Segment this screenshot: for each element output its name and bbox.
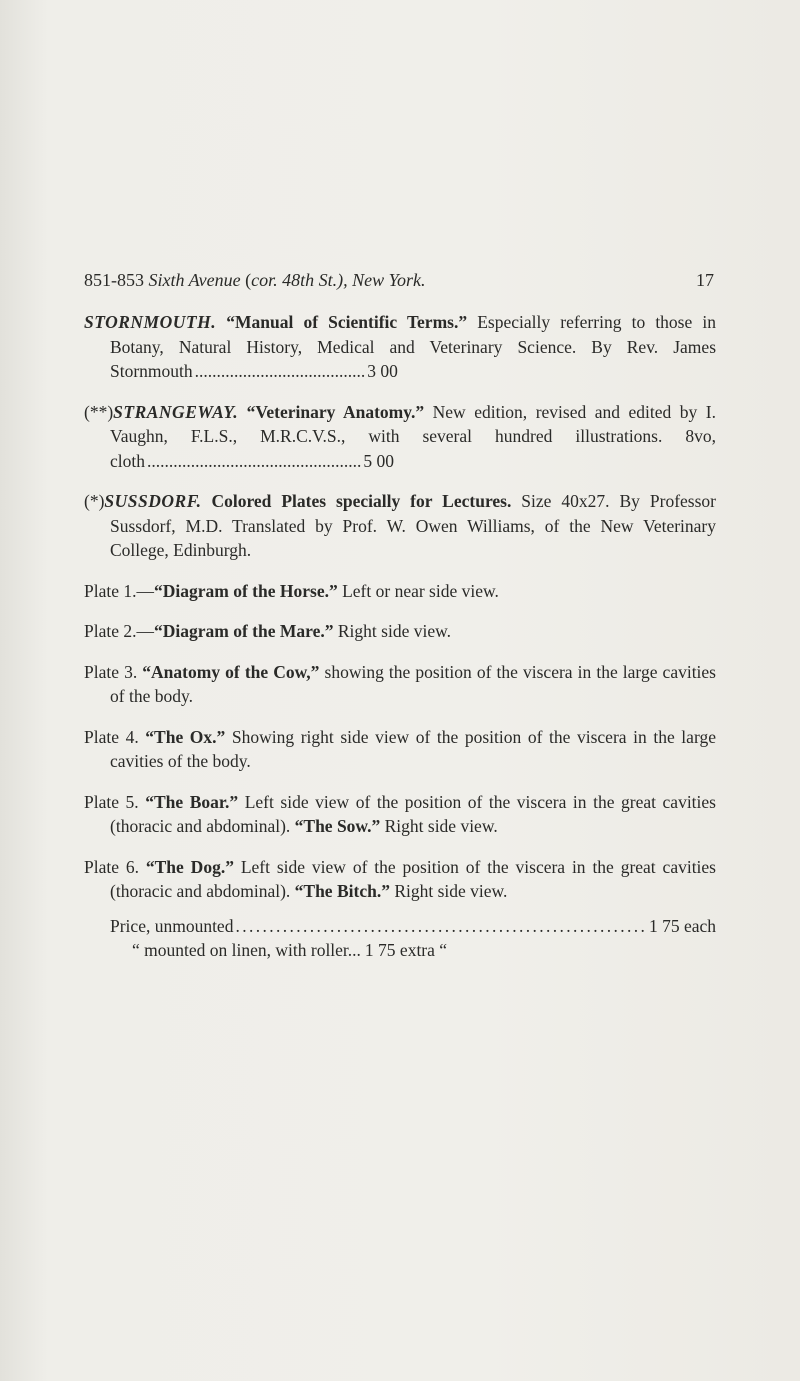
plate-item: [84, 579, 716, 604]
header-address: [84, 270, 426, 291]
plate-title-secondary: “The Bitch.”: [294, 881, 390, 901]
header-address-paren: (: [240, 270, 252, 290]
price-value: 1 75 each: [648, 915, 716, 936]
plate-title: “Diagram of the Mare.”: [154, 621, 334, 641]
entry-title: “Manual of Scientific Terms.”: [226, 312, 468, 332]
plate-title: “Diagram of the Horse.”: [154, 580, 338, 601]
leader-dots: [235, 914, 646, 939]
header-address-city: cor. 48th St.), New York.: [251, 270, 426, 290]
catalog-entry-strangeway: (**)STRANGEWAY. “Veterinary Anatomy.” New edition, revised and edited by I. Vaughn, F.L.S., M.R.C.V.S., with several hundred illustrations. 8vo, cloth ................................................. 5 00: [84, 401, 716, 471]
plate-item: [84, 790, 716, 839]
plate-item: [84, 619, 716, 644]
header-address-street: Sixth Avenue: [148, 270, 241, 290]
plate-description-secondary: Right side view.: [380, 816, 498, 836]
plate-label: Plate 3.: [84, 661, 143, 682]
header-address-number: 851-853: [84, 270, 149, 290]
plate-title: “The Dog.”: [145, 856, 234, 877]
plate-description: Showing right side view of the position of the viscera in the large cavities of the body.: [110, 726, 716, 771]
price-row-unmounted: [110, 914, 716, 939]
catalog-entry-sussdorf: [84, 489, 716, 563]
plate-title: “The Boar.”: [145, 791, 239, 812]
price-label: “ mounted on linen, with roller...: [132, 940, 361, 960]
entry-description: New edition, revised and edited by I. Vaughn, F.L.S., M.R.C.V.S., with several hundred illustrations. 8vo, cloth: [110, 401, 716, 471]
price-label: Price, unmounted: [110, 915, 234, 936]
plate-label: Plate 2.—: [84, 621, 154, 641]
entry-prefix: (**): [84, 401, 114, 422]
entry-description: Especially referring to those in Botany, Natural History, Medical and Veterinary Science. By Rev. James Stornmouth: [110, 312, 717, 381]
entry-author: SUSSDORF.: [104, 491, 202, 511]
price-row-mounted: [110, 938, 716, 963]
plate-title: “Anatomy of the Cow,”: [142, 661, 320, 682]
entry-price: 5 00: [363, 450, 394, 471]
price-list: [84, 914, 716, 963]
plate-title: “The Ox.”: [145, 726, 226, 747]
running-header: [84, 270, 714, 291]
price-value: 1 75 extra “: [364, 940, 448, 960]
entry-prefix: (*): [84, 491, 105, 511]
plate-description: Left side view of the position of the viscera in the great cavities (thoracic and abdominal).: [110, 856, 716, 901]
plate-item: [84, 725, 716, 774]
plate-description: showing the position of the viscera in the large cavities of the body.: [110, 661, 716, 706]
plate-label: Plate 6.: [84, 856, 146, 877]
entry-description: Size 40x27. By Professor Sussdorf, M.D. Translated by Prof. W. Owen Williams, of the New Veterinary College, Edinburgh.: [110, 491, 716, 560]
entry-title: Colored Plates specially for Lectures.: [211, 491, 512, 511]
plate-label: Plate 1.—: [84, 580, 154, 601]
entry-price: 3 00: [367, 361, 398, 381]
plate-label: Plate 4.: [84, 726, 146, 747]
page-number: 17: [696, 270, 714, 290]
plate-description: Right side view.: [333, 621, 451, 641]
catalog-entry-stornmouth: STORNMOUTH. “Manual of Scientific Terms.” Especially referring to those in Botany, Natural History, Medical and Veterinary Science. By Rev. James Stornmouth ....................................... 3 00: [84, 312, 717, 381]
entry-author: STRANGEWAY.: [113, 401, 239, 422]
plate-item: [84, 855, 716, 904]
plate-description: Left or near side view.: [337, 580, 499, 601]
plate-label: Plate 5.: [84, 791, 146, 812]
entry-title: “Veterinary Anatomy.”: [246, 401, 425, 422]
catalog-content: [84, 310, 716, 963]
plate-item: [84, 660, 716, 709]
plate-description: Left side view of the position of the viscera in the great cavities (thoracic and abdominal).: [110, 791, 716, 836]
plate-title-secondary: “The Sow.”: [294, 816, 381, 836]
plate-description-secondary: Right side view.: [389, 881, 508, 901]
entry-author: STORNMOUTH.: [84, 312, 217, 332]
